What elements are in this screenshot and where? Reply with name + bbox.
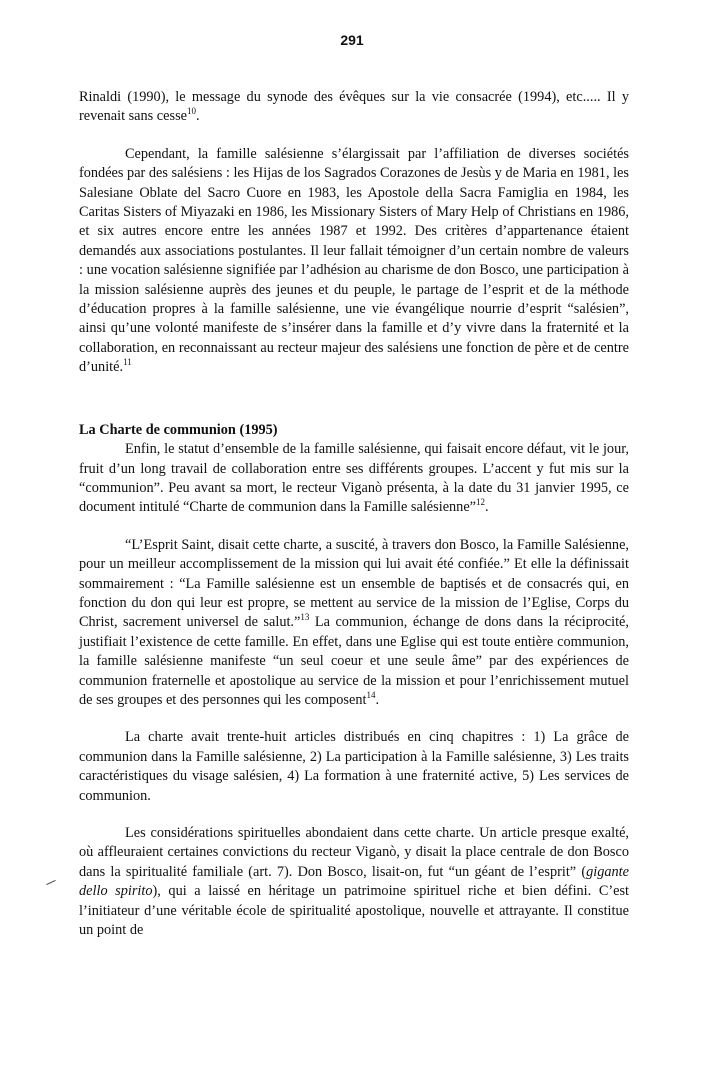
page-body: [79, 88, 629, 940]
paragraph-6: Les considérations spirituelles abondaient dans cette charte. Un article presque exalté, où affleuraient certaines convictions du recteur Viganò, y disait la place centrale de don Bosco dans la spiritualité familiale (art. 7). Don Bosco, lisait-on, fut “un géant de l’esprit” (gigante dello spirito), qui a laissé en héritage un patrimoine spirituel riche et bien défini. C’est l’initiateur d’une véritable école de spiritualité apostolique, nouvelle et attrayante. Il constitue un point de: [79, 825, 629, 939]
paragraph-2: Cependant, la famille salésienne s’élargissait par l’affiliation de diverses sociétés fondées par des salésiens : les Hijas de los Sagrados Corazones de Jesùs y de Maria en 1981, les Salesiane Oblate del Sacro Cuore en 1983, les Apostole della Sacra Famiglia en 1984, les Caritas Sisters of Miyazaki en 1986, les Missionary Sisters of Mary Help of Christians en 1986, et six autres encore entre les années 1987 et 1992. Des critères d’appartenance étaient demandés aux associations postulantes. Il leur fallait témoigner d’un certain nombre de valeurs : une vocation salésienne signifiée par l’adhésion au charisme de don Bosco, une participation à la mission salésienne auprès des jeunes et du peuple, le partage de l’esprit et de la méthode d’éducation propres à la famille salésienne, une vie évangélique nourrie d’esprit “salésien”, ainsi qu’une volonté manifeste de s’insérer dans la famille et d’y vivre dans la fraternité et la collaboration, en reconnaissant au recteur majeur des salésiens une fonction de père et de centre d’unité.$^{11}$: [79, 145, 629, 376]
footnote-ref-10: 10: [186, 106, 196, 117]
section-heading: La Charte de communion (1995): [79, 421, 278, 438]
italic-quote: gigante dello spirito: [79, 863, 629, 900]
paragraph-5: La charte avait trente-huit articles distribués en cinq chapitres : 1) La grâce de communion dans la Famille salésienne, 2) La participation à la Famille salésienne, 3) Les traits caractéristiques du visage salésien, 4) La formation à une fraternité active, 5) Les services de communion.: [79, 729, 629, 804]
footnote-ref-13: 13: [300, 612, 310, 623]
footnote-ref-14: 14: [366, 690, 376, 701]
paragraph-3: Enfin, le statut d’ensemble de la famille salésienne, qui faisait encore défaut, vit le jour, fruit d’un long travail de collaboration entre ses différents groupes. L’accent y fut mis sur la “communion”. Peu avant sa mort, le recteur Viganò présenta, à la date du 31 janvier 1995, ce document intitulé “Charte de communion dans la Famille salésienne”$^{12}$.: [79, 441, 629, 516]
paragraph-1: Rinaldi (1990), le message du synode des évêques sur la vie consacrée (1994), etc..... Il y revenait sans cesse$^{10}$.: [79, 89, 629, 125]
footnote-ref-12: 12: [476, 497, 486, 508]
paragraph-4: “L’Esprit Saint, disait cette charte, a suscité, à travers don Bosco, la Famille Salésienne, pour un meilleur accomplissement de la mission qui lui avait été confiée.” Et elle la définissait sommairement : “La Famille salésienne est un ensemble de baptisés et de consacrés qui, en fonction du don qui leur est propre, se mettent au service de la mission de l’Eglise, Corps du Christ, sacrement universel de salut.”$^{13}$ La communion, échange de dons dans la réciprocité, justifiait l’existence de cette famille. En effet, dans une Eglise qui est toute entière communion, la famille salésienne manifeste “un seul coeur et une seule âme” par des expériences de communion fraternelle et apostolique au service de la mission et pour l’enrichissement mutuel de ses groupes et des personnes qui les composent$^{14}$.: [79, 536, 629, 708]
margin-pencil-mark: [46, 880, 55, 885]
footnote-ref-11: 11: [123, 357, 132, 368]
page-number: 291: [340, 32, 364, 48]
